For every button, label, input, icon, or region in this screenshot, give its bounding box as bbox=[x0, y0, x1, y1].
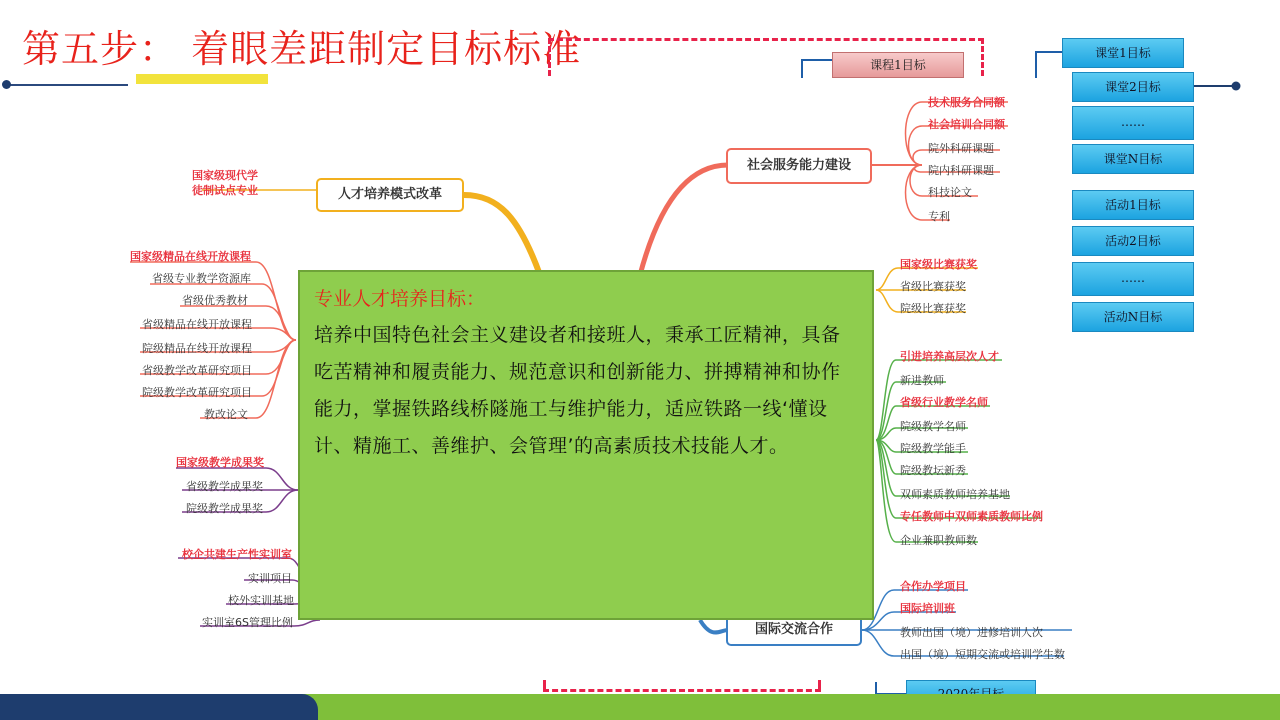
footer-navy-block bbox=[0, 694, 318, 720]
leaf-achievement: 省级教学成果奖 bbox=[186, 480, 263, 493]
activity-goal-button[interactable]: …… bbox=[1072, 262, 1194, 296]
leaf-achievement: 院级教学成果奖 bbox=[186, 502, 263, 515]
leaf-teacher: 院级教学名师 bbox=[900, 420, 966, 433]
leaf-training: 校企共建生产性实训室 bbox=[182, 548, 292, 561]
leaf-course: 省级专业教学资源库 bbox=[152, 272, 251, 285]
leaf-social: 专利 bbox=[928, 210, 950, 223]
activity-goal-button[interactable]: 活动2目标 bbox=[1072, 226, 1194, 256]
leaf-competition: 院级比赛获奖 bbox=[900, 302, 966, 315]
leaf-apprenticeship: 国家级现代学 徒制试点专业 bbox=[192, 169, 258, 197]
leaf-course: 教改论文 bbox=[204, 408, 248, 421]
leaf-social: 院外科研课题 bbox=[928, 142, 994, 155]
leaf-training: 校外实训基地 bbox=[228, 594, 294, 607]
leaf-teacher: 新进教师 bbox=[900, 374, 944, 387]
activity-goal-button[interactable]: 活动1目标 bbox=[1072, 190, 1194, 220]
goal-heading: 专业人才培养目标： bbox=[314, 288, 486, 310]
leaf-teacher: 企业兼职教师数 bbox=[900, 534, 977, 547]
leaf-intl: 出国（境）短期交流或培训学生数 bbox=[900, 648, 1065, 661]
hub-intl-cooperation: 国际交流合作 bbox=[726, 614, 862, 646]
leaf-competition: 国家级比赛获奖 bbox=[900, 258, 977, 271]
leaf-social: 社会培训合同额 bbox=[928, 118, 1005, 131]
leaf-training: 实训室6S管理比例 bbox=[202, 616, 293, 629]
leaf-teacher: 专任教师中双师素质教师比例 bbox=[900, 510, 1043, 523]
leaf-course: 省级优秀教材 bbox=[182, 294, 248, 307]
leaf-teacher: 院级教学能手 bbox=[900, 442, 966, 455]
class-goal-button[interactable]: 课堂1目标 bbox=[1062, 38, 1184, 68]
leaf-teacher: 院级教坛新秀 bbox=[900, 464, 966, 477]
class-goal-button[interactable]: 课堂2目标 bbox=[1072, 72, 1194, 102]
leaf-course: 国家级精品在线开放课程 bbox=[130, 250, 251, 263]
leaf-competition: 省级比赛获奖 bbox=[900, 280, 966, 293]
leaf-course: 院级精品在线开放课程 bbox=[142, 342, 252, 355]
leaf-social: 院内科研课题 bbox=[928, 164, 994, 177]
leaf-teacher: 省级行业教学名师 bbox=[900, 396, 988, 409]
page-title: 第五步： 着眼差距制定目标标准 bbox=[22, 27, 582, 71]
leaf-social: 科技论文 bbox=[928, 186, 972, 199]
activity-goal-button[interactable]: 活动N目标 bbox=[1072, 302, 1194, 332]
leaf-training: 实训项目 bbox=[248, 572, 292, 585]
leaf-course: 省级教学改革研究项目 bbox=[142, 364, 252, 377]
class-goal-button[interactable]: 课堂N目标 bbox=[1072, 144, 1194, 174]
hub-social-service: 社会服务能力建设 bbox=[726, 148, 872, 184]
goal-body: 培养中国特色社会主义建设者和接班人，秉承工匠精神，具备吃苦精神和履责能力、规范意识和创新能力、拼搏精神和协作能力，掌握铁路线桥隧施工与维护能力，适应铁路一线‘懂设计、精施工、善维护、会管理’的高素质技术技能人才。 bbox=[314, 324, 841, 457]
course-goal-button[interactable]: 课程1目标 bbox=[832, 52, 964, 78]
leaf-course: 院级教学改革研究项目 bbox=[142, 386, 252, 399]
leaf-teacher: 引进培养高层次人才 bbox=[900, 350, 999, 363]
leaf-intl: 合作办学项目 bbox=[900, 580, 966, 593]
leaf-achievement: 国家级教学成果奖 bbox=[176, 456, 264, 469]
class-goal-button[interactable]: …… bbox=[1072, 106, 1194, 140]
leaf-intl: 教师出国（境）进修培训人次 bbox=[900, 626, 1043, 639]
leaf-course: 省级精品在线开放课程 bbox=[142, 318, 252, 331]
talent-goal-box bbox=[298, 270, 874, 620]
leaf-intl: 国际培训班 bbox=[900, 602, 955, 615]
hub-talent-reform: 人才培养模式改革 bbox=[316, 178, 464, 212]
leaf-teacher: 双师素质教师培养基地 bbox=[900, 488, 1010, 501]
leaf-social: 技术服务合同额 bbox=[928, 96, 1005, 109]
